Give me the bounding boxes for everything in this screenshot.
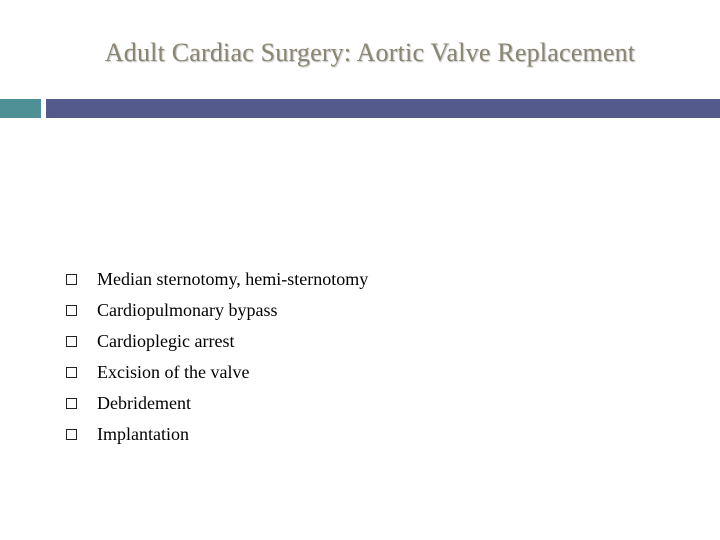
slide-title: Adult Cardiac Surgery: Aortic Valve Replacement <box>104 38 636 67</box>
square-bullet-icon <box>66 336 77 347</box>
bullet-list <box>66 264 368 450</box>
bullet-text: Excision of the valve <box>97 362 250 382</box>
list-item <box>66 295 368 326</box>
square-bullet-icon <box>66 398 77 409</box>
list-item <box>66 326 368 357</box>
list-item <box>66 357 368 388</box>
title-rule-bar <box>46 99 720 118</box>
bullet-text: Implantation <box>97 424 189 444</box>
bullet-text: Debridement <box>97 393 191 413</box>
square-bullet-icon <box>66 367 77 378</box>
list-item <box>66 388 368 419</box>
square-bullet-icon <box>66 305 77 316</box>
bullet-text: Cardioplegic arrest <box>97 331 235 351</box>
bullet-text: Median sternotomy, hemi-sternotomy <box>97 269 369 289</box>
list-item <box>66 419 368 450</box>
title-rule-accent <box>0 99 41 118</box>
bullet-text: Cardiopulmonary bypass <box>97 300 278 320</box>
square-bullet-icon <box>66 274 77 285</box>
list-item <box>66 264 368 295</box>
square-bullet-icon <box>66 429 77 440</box>
